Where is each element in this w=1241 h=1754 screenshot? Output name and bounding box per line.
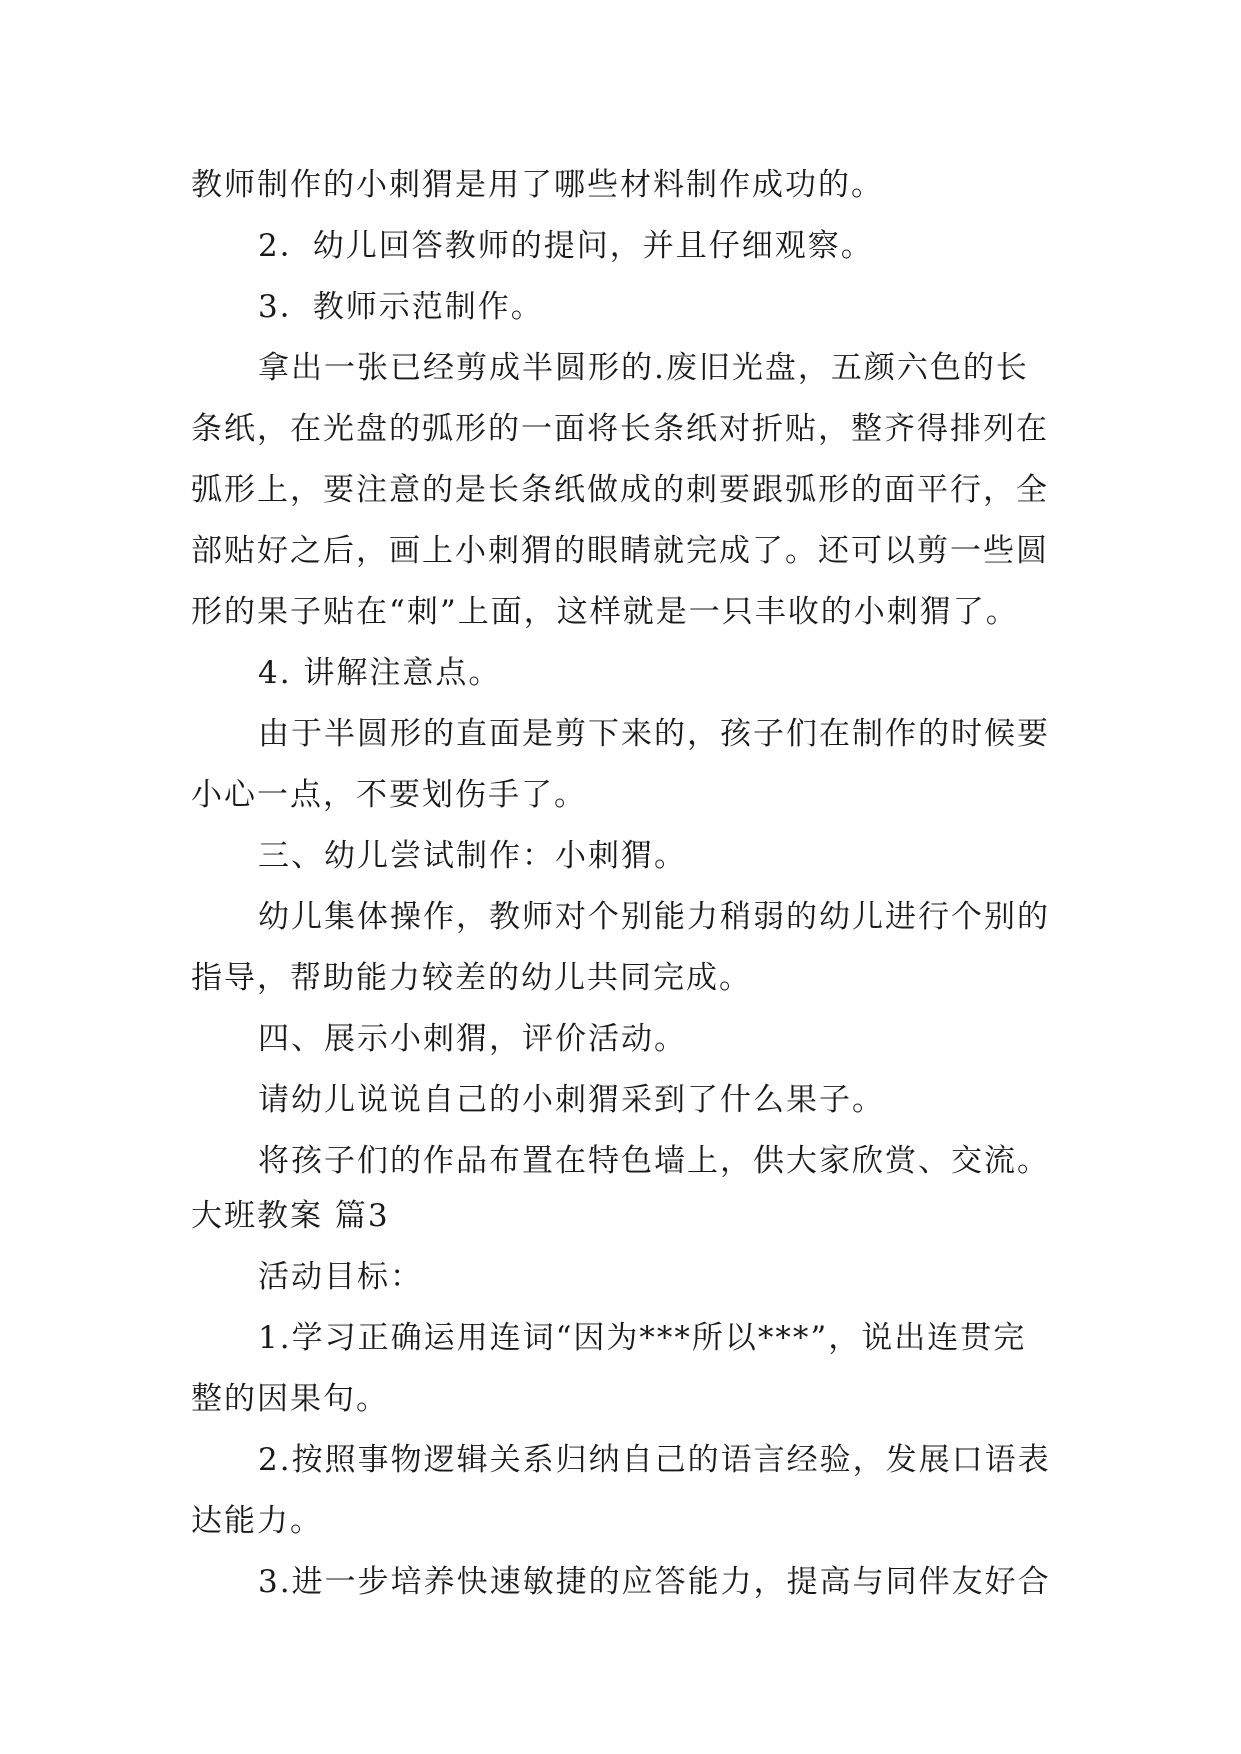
paragraph-line: 形的果子贴在“刺”上面，这样就是一只丰收的小刺猬了。 <box>191 594 1019 630</box>
paragraph-line: 小心一点，不要划伤手了。 <box>191 777 587 813</box>
section-heading: 活动目标： <box>258 1259 423 1295</box>
goal-item-1: 1.学习正确运用连词“因为***所以***”，说出连贯完 <box>258 1320 1027 1356</box>
section-heading: 三、幼儿尝试制作：小刺猬。 <box>258 838 687 874</box>
goal-item-2: 2.按照事物逻辑关系归纳自己的语言经验，发展口语表 <box>258 1442 1051 1478</box>
goal-item-2-continued: 达能力。 <box>191 1503 323 1539</box>
goal-item-3: 3.进一步培养快速敏捷的应答能力，提高与同伴友好合 <box>258 1564 1051 1600</box>
paragraph-line: 拿出一张已经剪成半圆形的.废旧光盘，五颜六色的长 <box>258 350 1029 386</box>
paragraph-line: 指导，帮助能力较差的幼儿共同完成。 <box>191 960 752 996</box>
paragraph-line: 由于半圆形的直面是剪下来的，孩子们在制作的时候要 <box>258 716 1050 752</box>
paragraph-line: 条纸，在光盘的弧形的一面将长条纸对折贴，整齐得排列在 <box>191 411 1049 447</box>
list-item-step-2: 2．幼儿回答教师的提问，并且仔细观察。 <box>258 228 874 264</box>
body-text-line: 教师制作的小刺猬是用了哪些材料制作成功的。 <box>191 167 884 203</box>
paragraph-line: 请幼儿说说自己的小刺猬采到了什么果子。 <box>258 1082 885 1118</box>
paragraph-line: 将孩子们的作品布置在特色墙上，供大家欣赏、交流。 <box>258 1143 1050 1179</box>
list-item-step-4: 4. 讲解注意点。 <box>258 655 502 691</box>
paragraph-line: 弧形上，要注意的是长条纸做成的刺要跟弧形的面平行，全 <box>191 472 1049 508</box>
section-heading: 四、展示小刺猬，评价活动。 <box>258 1021 687 1057</box>
paragraph-line: 幼儿集体操作，教师对个别能力稍弱的幼儿进行个别的 <box>258 899 1050 935</box>
paragraph-line: 部贴好之后，画上小刺猬的眼睛就完成了。还可以剪一些圆 <box>191 533 1049 569</box>
list-item-step-3: 3．教师示范制作。 <box>258 289 544 325</box>
article-title: 大班教案 篇3 <box>191 1198 390 1234</box>
goal-item-1-continued: 整的因果句。 <box>191 1381 389 1417</box>
